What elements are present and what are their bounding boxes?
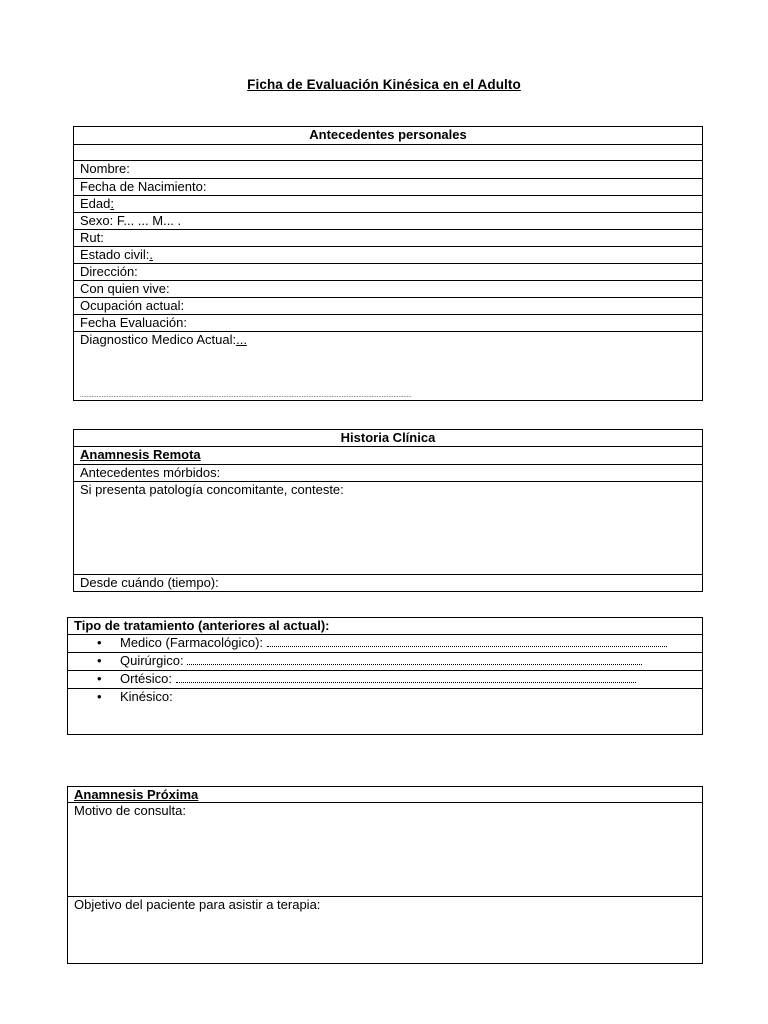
bullet-icon: •: [97, 671, 102, 686]
anamnesis-proxima-title: Anamnesis Próxima: [68, 787, 703, 803]
personal-info-table: [73, 126, 703, 401]
bullet-icon: •: [97, 689, 102, 704]
field-nombre[interactable]: Nombre:: [74, 161, 703, 179]
field-fecha-nacimiento[interactable]: Fecha de Nacimiento:: [74, 179, 703, 196]
blank-row: [74, 145, 703, 161]
field-diagnostico[interactable]: Diagnostico Medico Actual:... .......................................................................................................................................................................................................: [74, 332, 703, 401]
treatment-item-medico[interactable]: • Medico (Farmacológico):: [68, 635, 703, 653]
field-desde-cuando[interactable]: Desde cuándo (tiempo):: [74, 575, 703, 592]
field-antecedentes-morbidos[interactable]: Antecedentes mórbidos:: [74, 465, 703, 482]
field-fecha-evaluacion[interactable]: Fecha Evaluación:: [74, 315, 703, 332]
field-rut[interactable]: Rut:: [74, 230, 703, 247]
dotted-line: [176, 672, 636, 683]
dotted-line: [267, 636, 667, 647]
field-con-quien-vive[interactable]: Con quien vive:: [74, 281, 703, 298]
field-direccion[interactable]: Dirección:: [74, 264, 703, 281]
treatment-item-ortesico[interactable]: • Ortésico:: [68, 671, 703, 689]
field-motivo-consulta[interactable]: Motivo de consulta:: [68, 803, 703, 897]
history-header: Historia Clínica: [74, 430, 703, 447]
diagnosis-dotted-line: .......................................................................................................................................................................................................: [80, 393, 412, 399]
clinical-history-table: [73, 429, 703, 592]
bullet-icon: •: [97, 653, 102, 668]
field-patologia-concomitante[interactable]: Si presenta patología concomitante, conteste:: [74, 482, 703, 575]
field-sexo[interactable]: Sexo: F... ... M... .: [74, 213, 703, 230]
personal-header: Antecedentes personales: [74, 127, 703, 145]
field-estado-civil[interactable]: Estado civil:.: [74, 247, 703, 264]
treatment-table: [67, 617, 703, 735]
bullet-icon: •: [97, 635, 102, 650]
anamnesis-remota-title: Anamnesis Remota: [74, 447, 703, 465]
treatment-header: Tipo de tratamiento (anteriores al actual):: [68, 618, 703, 635]
treatment-item-quirurgico[interactable]: • Quirúrgico:: [68, 653, 703, 671]
dotted-line: [187, 654, 642, 665]
field-objetivo-paciente[interactable]: Objetivo del paciente para asistir a terapia:: [68, 897, 703, 964]
document-title: Ficha de Evaluación Kinésica en el Adulto: [247, 77, 521, 92]
field-edad[interactable]: Edad:: [74, 196, 703, 213]
field-ocupacion[interactable]: Ocupación actual:: [74, 298, 703, 315]
anamnesis-proxima-table: [67, 786, 703, 964]
treatment-item-kinesico[interactable]: • Kinésico:: [68, 689, 703, 735]
